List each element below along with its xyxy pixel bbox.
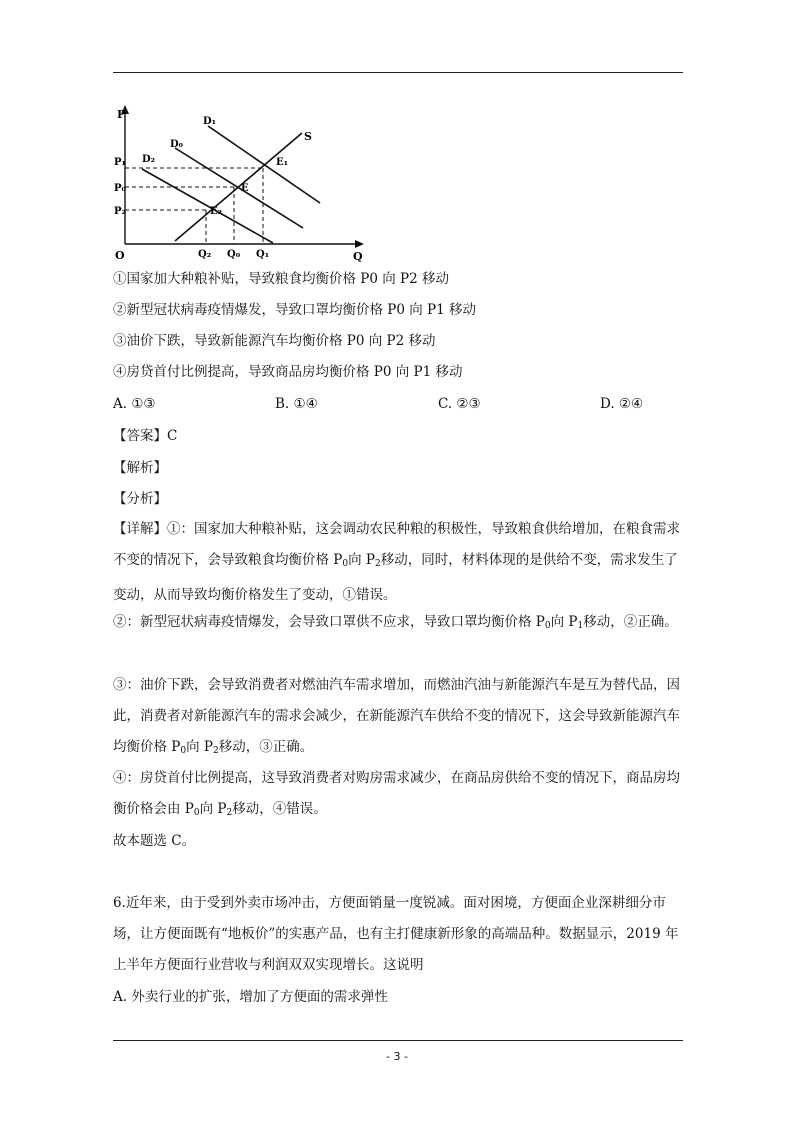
detail-paragraph-1: 【详解】①：国家加大种粮补贴，这会调动农民种粮的积极性，导致粮食供给增加，在粮食需求不变的情况下，会导致粮食均衡价格 $P_0$向 $P_2$移动，同时，材料体现的是供给不变，需求发生了变动，从而导致均衡价格发生了变动，①错误。 [113,521,680,603]
q-axis-label: Q [353,250,363,263]
p2-label: P₂ [114,206,126,217]
question-6: 6.近年来，由于受到外卖市场冲击，方便面销量一度锐减。面对困境，方便面企业深耕细分市场，让方便面既有“地板价”的实惠产品，也有主打健康新形象的高端品种。数据显示，2019 年上半年方便面行业营收与利润双双实现增长。这说明 [113,895,679,973]
option-a: A. ①③ [113,396,156,412]
d1-label: D₁ [203,116,217,127]
d0-label: D₀ [170,139,184,150]
statement-1: ①国家加大种粮补贴，导致粮食均衡价格 P0 向 P2 移动 [113,271,450,287]
conclusion: 故本题选 C。 [113,833,196,849]
demand-curve-d2 [142,169,273,243]
supply-demand-figure [113,102,368,272]
q-axis-arrow [355,240,364,248]
header-rule [113,72,683,73]
option-d: D. ②④ [600,396,644,412]
detail-paragraph-2: ②：新型冠状病毒疫情爆发，会导致口罩供不应求，导致口罩均衡价格 $P_0$向 $P_1$移动，②正确。 [113,614,678,631]
p-axis-label: P [117,108,126,121]
detail-paragraph-3: ③：油价下跌，会导致消费者对燃油汽车需求增加，而燃油汽油与新能源汽车是互为替代品，因此，消费者对新能源汽车的需求会减少，在新能源汽车供给不变的情况下，这会导致新能源汽车均衡价格 $P_0$向 $P_2$移动，③正确。 [113,677,680,756]
question-6-option-a: A. 外卖行业的扩张，增加了方便面的需求弹性 [113,989,388,1005]
e1-label: E₁ [276,157,289,168]
answer-line: 【答案】C [113,428,178,444]
option-b: B. ①④ [275,396,318,412]
p0-label: P₀ [114,183,126,194]
p1-label: P₁ [114,157,126,168]
e2-label: E₂ [210,206,223,217]
detail-paragraph-4: ④：房贷首付比例提高，这导致消费者对购房需求减少，在商品房供给不变的情况下，商品房均衡价格会由 $P_0$向 $P_2$移动，④错误。 [113,770,680,818]
statement-2: ②新型冠状病毒疫情爆发，导致口罩均衡价格 P0 向 P1 移动 [113,302,477,318]
supply-demand-graph [113,102,368,272]
q0-label: Q₀ [227,249,241,260]
statement-3: ③油价下跌，导致新能源汽车均衡价格 P0 向 P2 移动 [113,333,436,349]
origin-label: O [115,249,125,262]
fenxi-heading: 【分析】 [113,491,167,507]
e-label: E [241,183,249,194]
q2-label: Q₂ [198,249,212,260]
supply-label: S [304,130,312,143]
option-c: C. ②③ [438,396,481,412]
analysis-heading: 【解析】 [113,460,167,476]
q1-label: Q₁ [256,249,270,260]
d2-label: D₂ [142,154,156,165]
statement-4: ④房贷首付比例提高，导致商品房均衡价格 P0 向 P1 移动 [113,364,463,380]
footer-rule [113,1040,683,1041]
page-number: - 3 - [386,1050,408,1063]
